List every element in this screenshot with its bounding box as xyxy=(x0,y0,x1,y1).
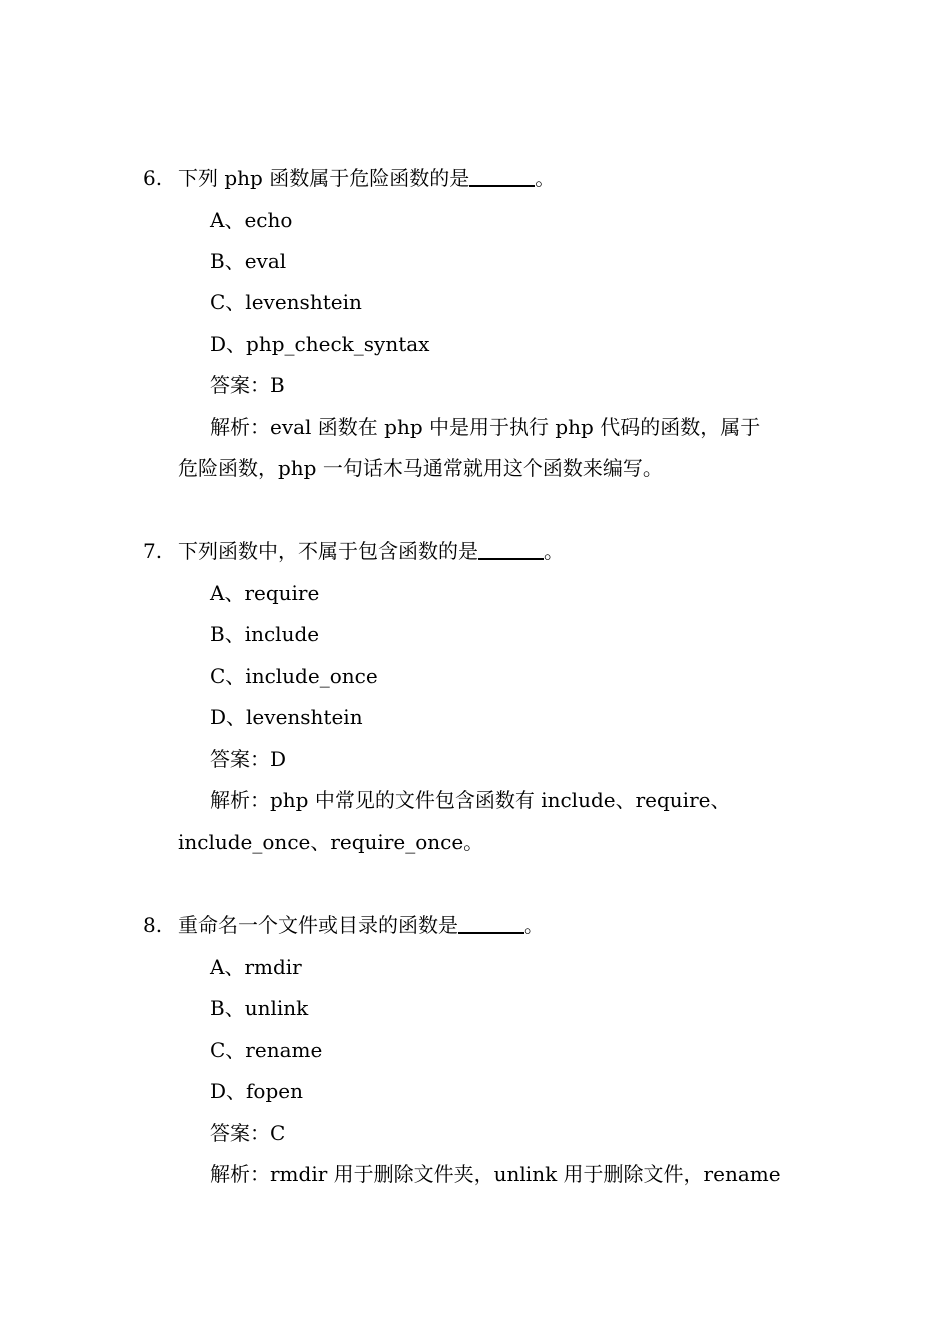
stem-text: 下列 php 函数属于危险函数的是 xyxy=(178,166,470,190)
question-number: 6. xyxy=(143,166,163,190)
explanation-line: 解析：rmdir 用于删除文件夹，unlink 用于删除文件，rename xyxy=(210,1162,781,1186)
explanation-line: include_once、require_once。 xyxy=(178,830,484,854)
stem-text: 下列函数中，不属于包含函数的是 xyxy=(178,539,478,563)
answer-blank xyxy=(478,538,544,560)
option-a: A、echo xyxy=(210,208,293,232)
option-a: A、rmdir xyxy=(210,955,302,979)
stem-punct: 。 xyxy=(544,539,564,563)
stem-punct: 。 xyxy=(535,166,556,190)
answer-blank xyxy=(458,912,524,934)
answer: 答案：C xyxy=(210,1121,286,1145)
option-b: B、include xyxy=(210,622,320,646)
explanation-line: 解析：php 中常见的文件包含函数有 include、require、 xyxy=(210,788,731,812)
option-d: D、php_check_syntax xyxy=(210,332,430,356)
answer-blank xyxy=(469,165,535,187)
explanation-line: 危险函数，php 一句话木马通常就用这个函数来编写。 xyxy=(178,456,663,480)
question-number: 8. xyxy=(143,913,163,937)
answer: 答案：B xyxy=(210,373,285,397)
option-c: C、levenshtein xyxy=(210,290,362,314)
option-b: B、eval xyxy=(210,249,287,273)
question-number: 7. xyxy=(143,539,163,563)
option-c: C、rename xyxy=(210,1038,323,1062)
option-c: C、include_once xyxy=(210,664,378,688)
explanation-line: 解析：eval 函数在 php 中是用于执行 php 代码的函数，属于 xyxy=(210,415,761,439)
answer: 答案：D xyxy=(210,747,287,771)
option-b: B、unlink xyxy=(210,996,309,1020)
option-d: D、levenshtein xyxy=(210,705,363,729)
option-d: D、fopen xyxy=(210,1079,303,1103)
stem-punct: 。 xyxy=(524,913,544,937)
stem-text: 重命名一个文件或目录的函数是 xyxy=(178,913,458,937)
option-a: A、require xyxy=(210,581,320,605)
